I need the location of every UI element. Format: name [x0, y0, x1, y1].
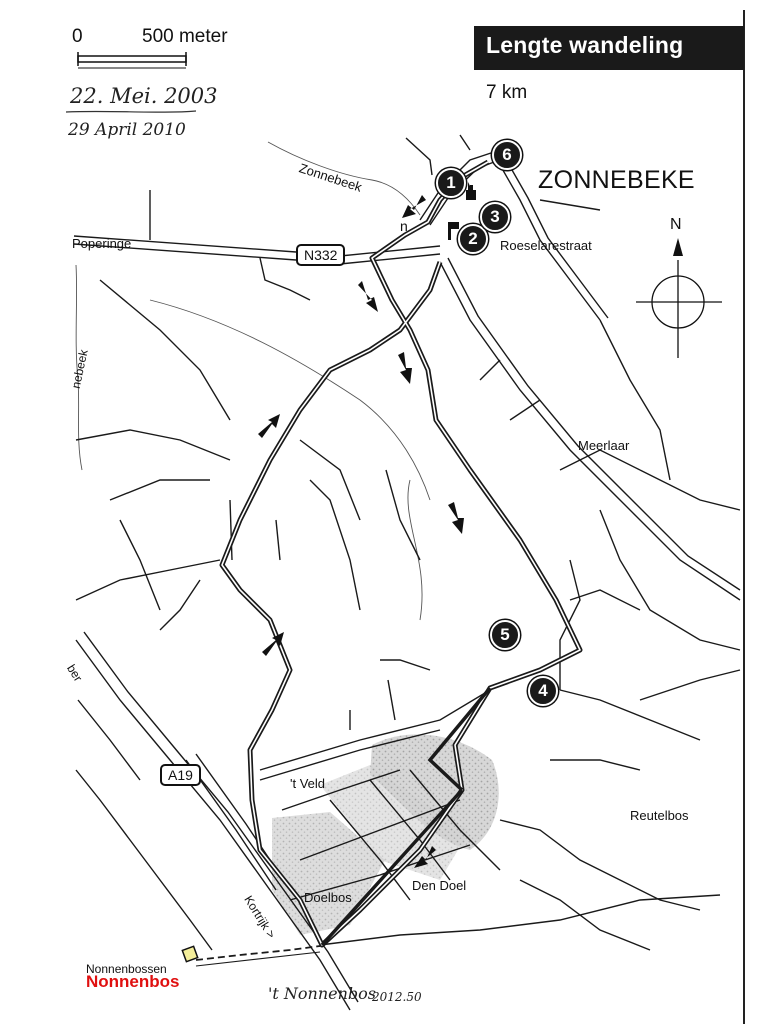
handwriting-underline: [66, 111, 196, 112]
scale-bar: [78, 52, 186, 68]
handwritten-date-2: 29 April 2010: [68, 120, 186, 140]
nonnenbos-dashed-link: [196, 946, 320, 960]
handwritten-bottom-date: 2012.50: [372, 990, 422, 1004]
place-poperinge: Poperinge: [72, 236, 132, 251]
route-distance: 7 km: [486, 82, 528, 103]
stop-marker-5: 5: [490, 620, 520, 650]
place-nonnenbos-highlight: Nonnenbos: [86, 972, 180, 991]
place-doelbos: Doelbos: [304, 890, 352, 905]
place-den-doel: Den Doel: [412, 878, 467, 893]
stop-marker-1: 1: [436, 168, 466, 198]
place-roeselarestraat: Roeselarestraat: [500, 238, 592, 253]
handwritten-date-1: 22. Mei. 2003: [70, 84, 218, 108]
nonnenbos-marker: [182, 946, 197, 961]
place-zonnebeek: Zonnebeek: [297, 160, 364, 195]
stop-marker-3: 3: [480, 202, 510, 232]
scale-zero-label: 0: [72, 26, 83, 47]
place-nonnenbossen: Nonnenbossen: [86, 962, 167, 976]
road-network: [74, 135, 740, 1010]
place-beek-left: nebeek: [68, 348, 91, 390]
route-length-title: Lengte wandeling: [486, 32, 684, 58]
place-kortrijk: Kortrijk >: [241, 893, 279, 941]
stop-marker-2: 2: [458, 224, 488, 254]
stop-marker-4: 4: [528, 676, 558, 706]
road-sign-n332: N332: [296, 244, 345, 266]
town-label: ZONNEBEKE: [538, 166, 695, 194]
road-sign-a19: A19: [160, 764, 201, 786]
handwritten-nonnenbos: 't Nonnenbos: [268, 984, 377, 1003]
streams: [76, 142, 430, 620]
place-meerlaar: Meerlaar: [578, 438, 630, 453]
parking-icon: n: [400, 218, 408, 234]
compass-north-label: N: [670, 216, 682, 233]
place-reutelbos: Reutelbos: [630, 808, 689, 823]
scale-distance-label: 500 meter: [142, 26, 228, 47]
compass-icon: [636, 238, 722, 358]
church-icon: [466, 182, 476, 200]
place-road-left: ber: [64, 661, 86, 685]
stop-marker-6: 6: [492, 140, 522, 170]
place-t-veld: 't Veld: [290, 776, 326, 791]
